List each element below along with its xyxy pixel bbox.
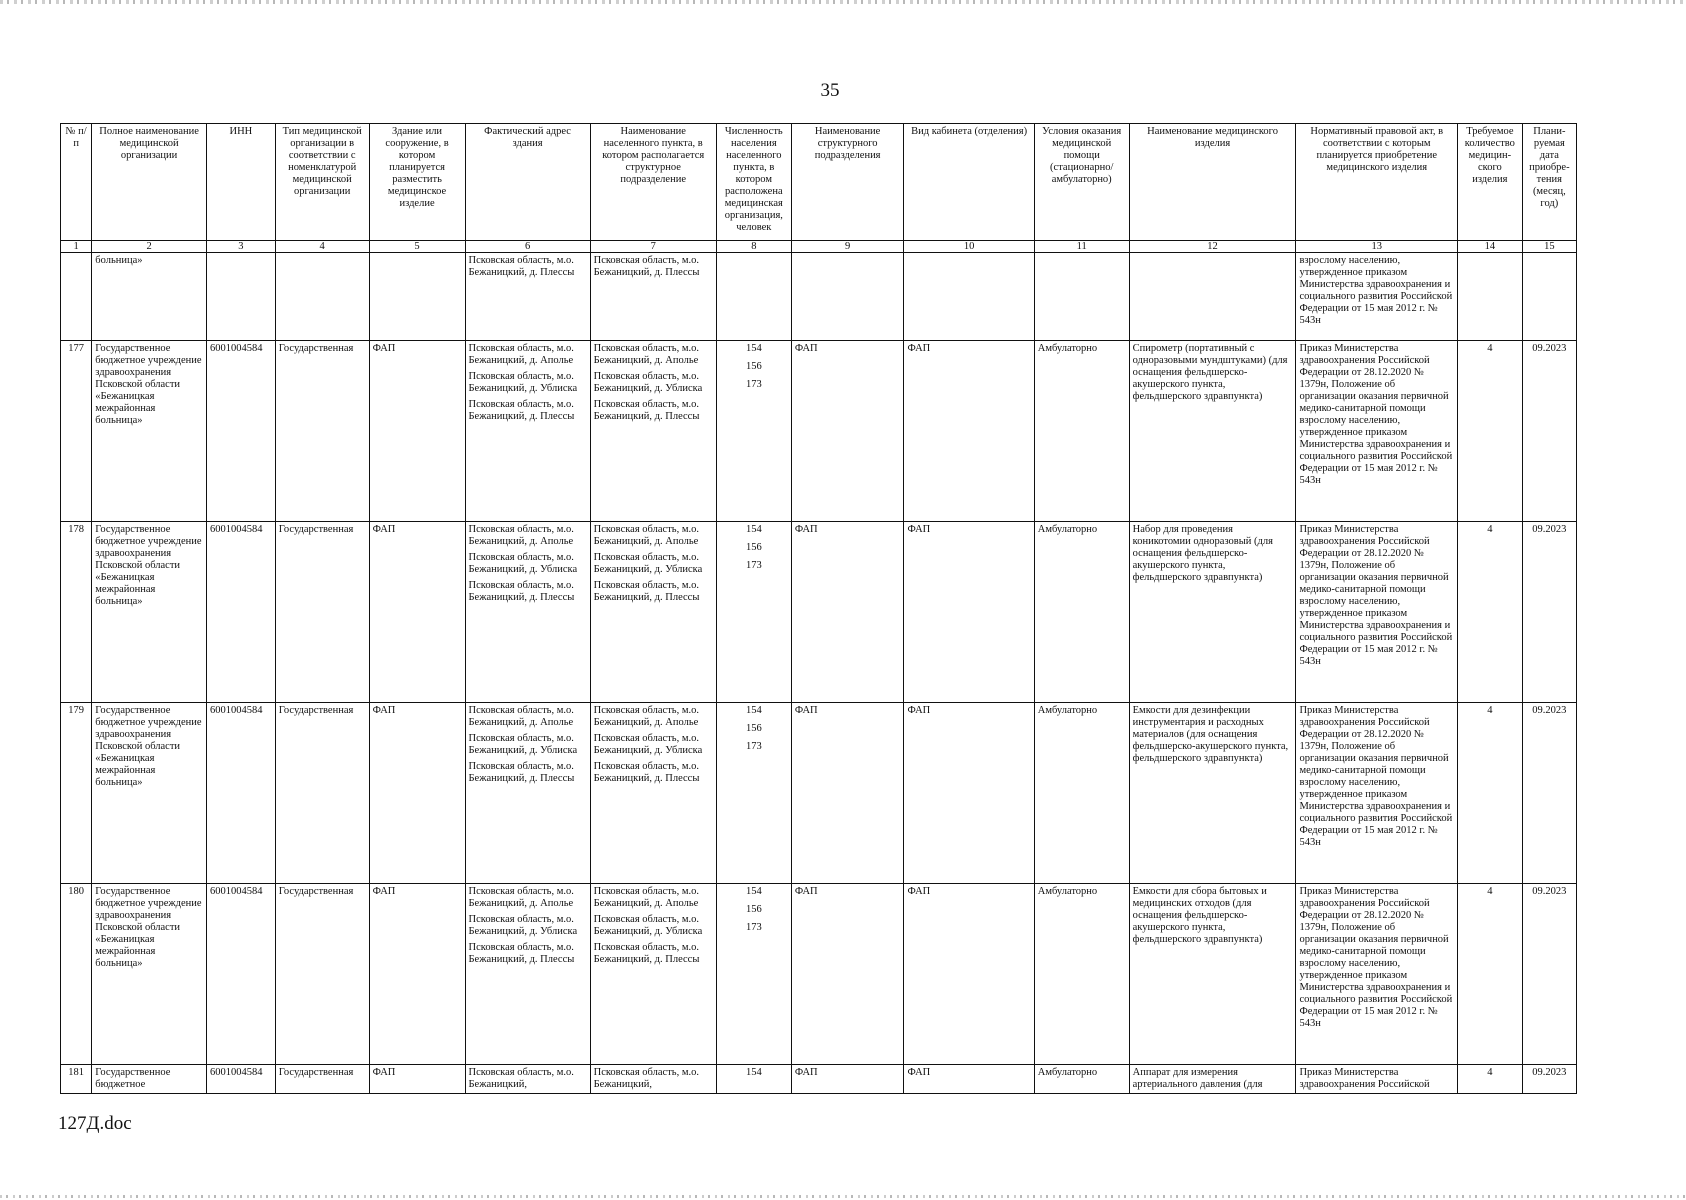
cell-qty: 4	[1458, 522, 1523, 703]
column-number: 12	[1129, 241, 1296, 253]
cell-no	[61, 253, 92, 341]
cell-inn	[206, 253, 275, 341]
address-line: Псковская область, м.о. Бежаницкий, д. Плессы	[468, 580, 575, 603]
cell-population	[716, 253, 791, 341]
column-number: 8	[716, 241, 791, 253]
cell-settlement	[590, 341, 716, 522]
settlement-line: Псковская область, м.о. Бежаницкий,	[593, 1067, 699, 1090]
table-row	[61, 703, 1577, 884]
header-cell: Тип медицинской организации в соответствии с номенклатурой медицинской организации	[275, 124, 369, 241]
cell-date: 09.2023	[1522, 522, 1576, 703]
cell-population	[716, 703, 791, 884]
cell-act: Приказ Министерства здравоохранения Российской Федерации от 28.12.2020 № 1379н, Положение об организации оказания первичной медико-санитарной помощи взрослому населению, утвержденное приказом Министерства здравоохранения и социального развития Российской Федерации от 15 мая 2012 г. № 543н	[1296, 341, 1458, 522]
table-row	[61, 884, 1577, 1065]
cell-settlement	[590, 522, 716, 703]
cell-qty	[1458, 253, 1523, 341]
cell-org: Государственное бюджетное учреждение здравоохранения Псковской области «Бежаницкая межрайонная больница»	[92, 703, 207, 884]
cell-population	[716, 1065, 791, 1094]
cell-date: 09.2023	[1522, 884, 1576, 1065]
cell-qty: 4	[1458, 1065, 1523, 1094]
population-value: 173	[745, 922, 762, 933]
cell-act: Приказ Министерства здравоохранения Российской Федерации от 28.12.2020 № 1379н, Положение об организации оказания первичной медико-санитарной помощи взрослому населению, утвержденное приказом Министерства здравоохранения и социального развития Российской Федерации от 15 мая 2012 г. № 543н	[1296, 522, 1458, 703]
cell-building	[369, 253, 465, 341]
column-number: 10	[904, 241, 1034, 253]
cell-building: ФАП	[369, 341, 465, 522]
settlement-line: Псковская область, м.о. Бежаницкий, д. Ублиска	[593, 371, 703, 394]
cell-inn: 6001004584	[206, 522, 275, 703]
cell-date	[1522, 253, 1576, 341]
cell-building: ФАП	[369, 703, 465, 884]
cell-cabinet: ФАП	[904, 522, 1034, 703]
column-number: 5	[369, 241, 465, 253]
population-value: 156	[745, 723, 762, 734]
cell-population	[716, 341, 791, 522]
address-line: Псковская область, м.о. Бежаницкий,	[468, 1067, 574, 1090]
column-number: 13	[1296, 241, 1458, 253]
cell-qty: 4	[1458, 703, 1523, 884]
cell-cabinet	[904, 253, 1034, 341]
cell-settlement	[590, 253, 716, 341]
settlement-line: Псковская область, м.о. Бежаницкий, д. Плессы	[593, 255, 700, 278]
cell-building: ФАП	[369, 1065, 465, 1094]
column-number: 2	[92, 241, 207, 253]
cell-type: Государственная	[275, 1065, 369, 1094]
cell-org: Государственное бюджетное	[92, 1065, 207, 1094]
cell-act: взрослому населению, утвержденное приказом Министерства здравоохранения и социального развития Российской Федерации от 15 мая 2012 г. № 543н	[1296, 253, 1458, 341]
population-value: 173	[745, 560, 762, 571]
cell-building: ФАП	[369, 884, 465, 1065]
header-cell: Наименование структурного подразделения	[791, 124, 904, 241]
address-line: Псковская область, м.о. Бежаницкий, д. Ублиска	[468, 552, 578, 575]
cell-conditions	[1034, 253, 1129, 341]
scan-edge-top	[0, 0, 1686, 4]
population-value: 173	[745, 379, 762, 390]
population-value: 154	[745, 524, 762, 535]
cell-act: Приказ Министерства здравоохранения Российской	[1296, 1065, 1458, 1094]
cell-org: Государственное бюджетное учреждение здравоохранения Псковской области «Бежаницкая межрайонная больница»	[92, 522, 207, 703]
population-value: 156	[745, 904, 762, 915]
settlement-line: Псковская область, м.о. Бежаницкий, д. Ублиска	[593, 733, 703, 756]
cell-cabinet: ФАП	[904, 341, 1034, 522]
cell-inn: 6001004584	[206, 341, 275, 522]
address-line: Псковская область, м.о. Бежаницкий, д. Ублиска	[468, 733, 578, 756]
column-number: 14	[1458, 241, 1523, 253]
population-value: 154	[745, 705, 762, 716]
header-cell: Вид кабинета (отделения)	[904, 124, 1034, 241]
cell-cabinet: ФАП	[904, 884, 1034, 1065]
settlement-line: Псковская область, м.о. Бежаницкий, д. Плессы	[593, 580, 700, 603]
cell-type: Государственная	[275, 341, 369, 522]
header-cell: Численность населения населенного пункта, в котором расположена медицинская организация, человек	[716, 124, 791, 241]
cell-inn: 6001004584	[206, 1065, 275, 1094]
cell-no: 177	[61, 341, 92, 522]
cell-unit: ФАП	[791, 1065, 904, 1094]
column-number-row	[61, 241, 1577, 253]
header-cell: Плани-руемая дата приобре-тения (месяц, год)	[1522, 124, 1576, 241]
cell-device: Спирометр (портативный с одноразовыми мундштуками) (для оснащения фельдшерско-акушерского пункта, фельдшерского здравпункта)	[1129, 341, 1296, 522]
population-value: 154	[745, 343, 762, 354]
cell-device: Емкости для дезинфекции инструментария и расходных материалов (для оснащения фельдшерско-акушерского пункта, фельдшерского здравпункта)	[1129, 703, 1296, 884]
header-cell: Требуемое количество медицин-ского изделия	[1458, 124, 1523, 241]
cell-org: Государственное бюджетное учреждение здравоохранения Псковской области «Бежаницкая межрайонная больница»	[92, 341, 207, 522]
page-number: 35	[820, 80, 840, 101]
cell-device	[1129, 253, 1296, 341]
cell-unit: ФАП	[791, 341, 904, 522]
header-cell: Наименование медицинского изделия	[1129, 124, 1296, 241]
cell-settlement	[590, 884, 716, 1065]
column-number: 9	[791, 241, 904, 253]
cell-device: Аппарат для измерения артериального давления (для	[1129, 1065, 1296, 1094]
settlement-line: Псковская область, м.о. Бежаницкий, д. Аполье	[593, 343, 699, 366]
cell-act: Приказ Министерства здравоохранения Российской Федерации от 28.12.2020 № 1379н, Положение об организации оказания первичной медико-санитарной помощи взрослому населению, утвержденное приказом Министерства здравоохранения и социального развития Российской Федерации от 15 мая 2012 г. № 543н	[1296, 884, 1458, 1065]
cell-type	[275, 253, 369, 341]
cell-cabinet: ФАП	[904, 703, 1034, 884]
table-row-continuation	[61, 253, 1577, 341]
cell-unit	[791, 253, 904, 341]
population-value: 156	[745, 542, 762, 553]
cell-date: 09.2023	[1522, 703, 1576, 884]
address-line: Псковская область, м.о. Бежаницкий, д. Плессы	[468, 399, 575, 422]
cell-population	[716, 522, 791, 703]
cell-no: 181	[61, 1065, 92, 1094]
scan-edge-bottom	[0, 1195, 1686, 1198]
header-cell: Наименование населенного пункта, в котором располагается структурное подразделение	[590, 124, 716, 241]
cell-settlement	[590, 1065, 716, 1094]
header-cell: № п/п	[61, 124, 92, 241]
table-row	[61, 522, 1577, 703]
header-cell: Нормативный правовой акт, в соответствии с которым планируется приобретение медицинского изделия	[1296, 124, 1458, 241]
column-number: 3	[206, 241, 275, 253]
settlement-line: Псковская область, м.о. Бежаницкий, д. Аполье	[593, 524, 699, 547]
column-number: 1	[61, 241, 92, 253]
column-number: 6	[465, 241, 590, 253]
column-number: 7	[590, 241, 716, 253]
cell-org: Государственное бюджетное учреждение здравоохранения Псковской области «Бежаницкая межрайонная больница»	[92, 884, 207, 1065]
header-cell: Фактический адрес здания	[465, 124, 590, 241]
cell-date: 09.2023	[1522, 341, 1576, 522]
cell-unit: ФАП	[791, 703, 904, 884]
cell-conditions: Амбулаторно	[1034, 884, 1129, 1065]
cell-org: больница»	[92, 253, 207, 341]
settlement-line: Псковская область, м.о. Бежаницкий, д. Ублиска	[593, 552, 703, 575]
cell-address	[465, 253, 590, 341]
cell-no: 180	[61, 884, 92, 1065]
cell-unit: ФАП	[791, 522, 904, 703]
address-line: Псковская область, м.о. Бежаницкий, д. Аполье	[468, 524, 574, 547]
population-value: 154	[745, 886, 762, 897]
cell-qty: 4	[1458, 341, 1523, 522]
header-cell: ИНН	[206, 124, 275, 241]
cell-building: ФАП	[369, 522, 465, 703]
cell-no: 179	[61, 703, 92, 884]
cell-settlement	[590, 703, 716, 884]
cell-device: Набор для проведения коникотомии одноразовый (для оснащения фельдшерско-акушерского пункта, фельдшерского здравпункта)	[1129, 522, 1296, 703]
address-line: Псковская область, м.о. Бежаницкий, д. Аполье	[468, 343, 574, 366]
cell-conditions: Амбулаторно	[1034, 341, 1129, 522]
cell-conditions: Амбулаторно	[1034, 1065, 1129, 1094]
cell-type: Государственная	[275, 703, 369, 884]
header-cell: Условия оказания медицинской помощи (стационарно/ амбулаторно)	[1034, 124, 1129, 241]
table-row	[61, 1065, 1577, 1094]
population-value: 156	[745, 361, 762, 372]
cell-act: Приказ Министерства здравоохранения Российской Федерации от 28.12.2020 № 1379н, Положение об организации оказания первичной медико-санитарной помощи взрослому населению, утвержденное приказом Министерства здравоохранения и социального развития Российской Федерации от 15 мая 2012 г. № 543н	[1296, 703, 1458, 884]
population-value: 154	[745, 1067, 762, 1078]
cell-address	[465, 1065, 590, 1094]
settlement-line: Псковская область, м.о. Бежаницкий, д. Аполье	[593, 705, 699, 728]
cell-address	[465, 884, 590, 1065]
cell-no: 178	[61, 522, 92, 703]
header-cell: Здание или сооружение, в котором планируется разместить медицинское изделие	[369, 124, 465, 241]
cell-type: Государственная	[275, 884, 369, 1065]
header-cell: Полное наименование медицинской организации	[92, 124, 207, 241]
column-number: 11	[1034, 241, 1129, 253]
population-value: 173	[745, 741, 762, 752]
settlement-line: Псковская область, м.о. Бежаницкий, д. Аполье	[593, 886, 699, 909]
cell-address	[465, 522, 590, 703]
header-row	[61, 124, 1577, 241]
cell-address	[465, 341, 590, 522]
cell-inn: 6001004584	[206, 703, 275, 884]
address-line: Псковская область, м.о. Бежаницкий, д. Плессы	[468, 942, 575, 965]
address-line: Псковская область, м.о. Бежаницкий, д. Плессы	[468, 761, 575, 784]
settlement-line: Псковская область, м.о. Бежаницкий, д. Плессы	[593, 399, 700, 422]
footer-filename: 127Д.doc	[58, 1113, 132, 1134]
settlement-line: Псковская область, м.о. Бежаницкий, д. Ублиска	[593, 914, 703, 937]
cell-unit: ФАП	[791, 884, 904, 1065]
address-line: Псковская область, м.о. Бежаницкий, д. Аполье	[468, 886, 574, 909]
table-row	[61, 341, 1577, 522]
cell-population	[716, 884, 791, 1065]
address-line: Псковская область, м.о. Бежаницкий, д. Ублиска	[468, 914, 578, 937]
cell-date: 09.2023	[1522, 1065, 1576, 1094]
equipment-table	[60, 123, 1577, 1094]
address-line: Псковская область, м.о. Бежаницкий, д. Плессы	[468, 255, 575, 278]
cell-cabinet: ФАП	[904, 1065, 1034, 1094]
column-number: 15	[1522, 241, 1576, 253]
cell-type: Государственная	[275, 522, 369, 703]
address-line: Псковская область, м.о. Бежаницкий, д. Аполье	[468, 705, 574, 728]
cell-conditions: Амбулаторно	[1034, 522, 1129, 703]
cell-qty: 4	[1458, 884, 1523, 1065]
column-number: 4	[275, 241, 369, 253]
settlement-line: Псковская область, м.о. Бежаницкий, д. Плессы	[593, 761, 700, 784]
cell-address	[465, 703, 590, 884]
cell-conditions: Амбулаторно	[1034, 703, 1129, 884]
settlement-line: Псковская область, м.о. Бежаницкий, д. Плессы	[593, 942, 700, 965]
cell-inn: 6001004584	[206, 884, 275, 1065]
address-line: Псковская область, м.о. Бежаницкий, д. Ублиска	[468, 371, 578, 394]
cell-device: Емкости для сбора бытовых и медицинских отходов (для оснащения фельдшерско-акушерского пункта, фельдшерского здравпункта)	[1129, 884, 1296, 1065]
